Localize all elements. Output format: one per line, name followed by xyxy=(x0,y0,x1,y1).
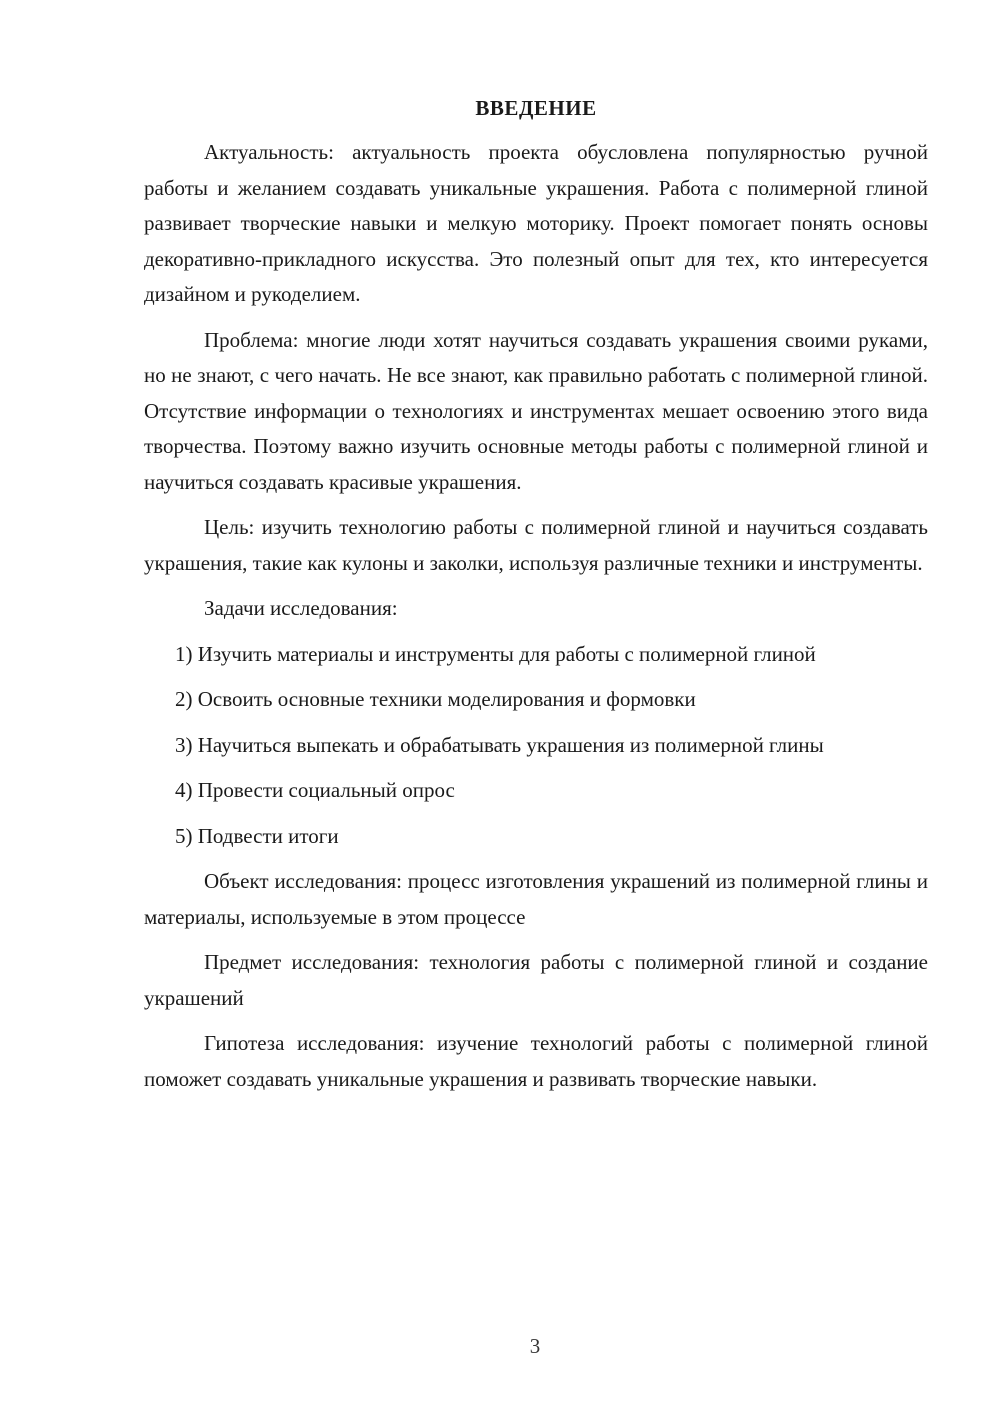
document-page xyxy=(144,96,928,1107)
problem-paragraph: Проблема: многие люди хотят научиться создавать украшения своими руками, но не знают, с чего начать. Не все знают, как правильно работать с полимерной глиной. Отсутствие информации о технологиях и инструментах мешает освоению этого вида творчества. Поэтому важно изучить основные методы работы с полимерной глиной и научиться создавать красивые украшения. xyxy=(144,327,928,494)
hypothesis-paragraph: Гипотеза исследования: изучение технологий работы с полимерной глиной поможет создавать уникальные украшения и развивать творческие навыки. xyxy=(144,1031,928,1091)
relevance-paragraph: Актуальность: актуальность проекта обусловлена популярностью ручной работы и желанием создавать уникальные украшения. Работа с полимерной глиной развивает творческие навыки и мелкую моторику. Проект помогает понять основы декоративно-прикладного искусства. Это полезный опыт для тех, кто интересуется дизайном и рукоделием. xyxy=(144,140,928,306)
goal-paragraph: Цель: изучить технологию работы с полимерной глиной и научиться создавать украшения, такие как кулоны и заколки, используя различные техники и инструменты. xyxy=(144,515,928,575)
page-title: ВВЕДЕНИЕ xyxy=(475,96,597,120)
tasks-heading: Задачи исследования: xyxy=(204,596,398,620)
task-item: 3) Научиться выпекать и обрабатывать украшения из полимерной глины xyxy=(175,732,824,757)
page-number: 3 xyxy=(529,1334,541,1358)
task-item: 1) Изучить материалы и инструменты для работы с полимерной глиной xyxy=(175,641,816,666)
task-item: 4) Провести социальный опрос xyxy=(175,778,455,802)
object-paragraph: Объект исследования: процесс изготовления украшений из полимерной глины и материалы, используемые в этом процессе xyxy=(144,869,928,929)
subject-paragraph: Предмет исследования: технология работы с полимерной глиной и создание украшений xyxy=(144,950,928,1010)
task-item: 2) Освоить основные техники моделирования и формовки xyxy=(175,687,696,711)
task-item: 5) Подвести итоги xyxy=(175,823,339,848)
